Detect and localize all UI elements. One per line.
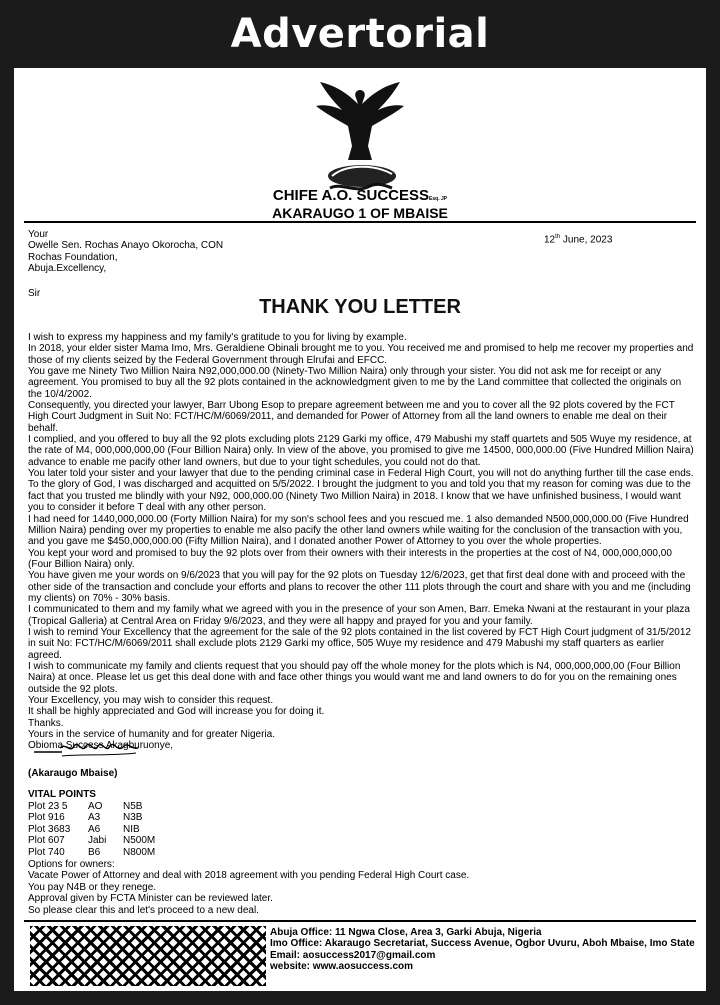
banner-title: Advertorial <box>230 11 490 57</box>
body-paragraph: I had need for 1440,000,000.00 (Forty Million Naira) for my son's school fees and you rescued me. 1 also demanded N500,000,000.00 (Five Hundred Million Naira) pending over my properties to enable me also pacify the other land owners while waiting for the conclusion of the transaction with you, and you gave me $450,000,000.00 (Fifty Million Naira), and I donated another Power of Attorney to you over the whole properties. <box>28 513 689 548</box>
body-paragraph: I communicated to them and my family what we agreed with you in the presence of your son Amen, Barr. Emeka Nwani at the restaurant in your plaza (Tropical Galleria) at Central Area on Friday 9/6/2023, and they were all happy and prayed for you and your family. <box>28 604 690 627</box>
body-paragraph: Your Excellency, you may wish to consider this request. <box>28 695 274 706</box>
letter-body <box>28 332 696 752</box>
contact-line: website: www.aosuccess.com <box>270 961 414 973</box>
recipient-line: Rochas Foundation, <box>28 251 118 263</box>
body-paragraph: I wish to express my happiness and my family's gratitude to you for living by example. <box>28 332 407 343</box>
body-paragraph: In 2018, your elder sister Mama Imo, Mrs. Geraldiene Obinali brought me to you. You received me and promised to help me recover my properties and those of my clients seized by the Federal Government through Elrufai and EFCC. <box>28 343 694 366</box>
recipient-line: Abuja.Excellency, <box>28 263 107 275</box>
vital-point-code: B6 <box>88 846 101 858</box>
body-paragraph: Thanks. <box>28 717 64 729</box>
option-line: You pay N4B or they renege. <box>28 881 157 893</box>
recipient-line: Your <box>28 229 49 240</box>
org-subtitle: AKARAUGO 1 OF MBAISE <box>272 205 448 221</box>
option-line: Options for owners: <box>28 859 115 870</box>
signature-title: (Akaraugo Mbaise) <box>28 768 118 779</box>
decorative-pattern <box>30 926 266 986</box>
contact-line: Imo Office: Akaraugo Secretariat, Success Avenue, Ogbor Uvuru, Aboh Mbaise, Imo State <box>270 938 695 950</box>
eagle-crest-icon <box>312 76 408 196</box>
advertorial-banner <box>0 0 720 68</box>
body-paragraph: It shall be highly appreciated and God will increase you for doing it. <box>28 706 325 718</box>
contact-line: Abuja Office: 11 Ngwa Close, Area 3, Garki Abuja, Nigeria <box>270 927 542 938</box>
vital-point-plot: Plot 916 <box>28 812 65 824</box>
owner-options <box>28 859 469 916</box>
vital-point-plot: Plot 3683 <box>28 823 71 835</box>
body-paragraph: To the glory of God, I was discharged and acquitted on 5/5/2022. I brought the judgment to you and told you that my reason for coming was due to the fact that you trusted me blindly with your N92, 000,000.00 (Ninety Two Million Naira) in 2018. I know that we have unfinished business, I would want you to consider it before T deal with any other person. <box>28 479 691 514</box>
contact-block <box>270 927 695 973</box>
vital-points-heading: VITAL POINTS <box>28 789 96 800</box>
body-paragraph: I complied, and you offered to buy all the 92 plots excluding plots 2129 Garki my office, 479 Mabushi my staff quartets and 505 Wuye my residence, at the rate of M4, 000,000,000,00 (Four Billion Naira) only. In view of the above, you promised to give me 14500, 000,000.00 (Five Hundred Million Naira) advance to enable me pacify other land owners, but due to your tight schedules, you could not do that. <box>28 434 694 468</box>
footer-divider <box>24 920 696 922</box>
body-paragraph: Consequently, you directed your lawyer, Barr Ubong Esop to prepare agreement between me and you to cover all the 92 plots covered by the FCT High Court Judgment in Suit No: FCT/HC/M/6069/2011, and demanded for Power of Attorney from all the land owners to enable me deal on their behalf. <box>28 400 675 434</box>
body-paragraph: Yours in the service of humanity and for greater Nigeria. <box>28 729 275 741</box>
recipient-line: Owelle Sen. Rochas Anayo Okorocha, CON <box>28 240 224 252</box>
body-paragraph: You gave me Ninety Two Million Naira N92,000,000.00 (Ninety-Two Million Naira) only through your sister. You did not ask me for receipt or any agreement. You promised to buy all the 92 plots contained in the acknowledgment given to me by the Land committee that collected the originals on the 10/4/2002. <box>28 366 682 400</box>
body-paragraph: Obioma Success Akagburuonye, <box>28 740 174 752</box>
option-line: So please clear this and let's proceed to a new deal. <box>28 904 259 916</box>
handwritten-signature <box>32 738 142 760</box>
recipient-address <box>28 229 223 275</box>
org-suffix: Esq. JP <box>429 196 448 202</box>
vital-point-value: N500M <box>123 835 156 847</box>
vital-point-plot: Plot 607 <box>28 835 65 847</box>
body-paragraph: You have given me your words on 9/6/2023 that you will pay for the 92 plots on Tuesday 12/6/2023, get that first deal done with and proceed with the other side of the transaction and conclude your efforts and plans to recover the other 111 plots through the court and share with you and me (including my clients) on 70% - 30% basis. <box>28 570 691 604</box>
option-line: Vacate Power of Attorney and deal with 2018 agreement with you pending Federal High Court case. <box>28 870 470 882</box>
vital-point-value: N800M <box>123 846 156 858</box>
body-paragraph: You kept your word and promised to buy the 92 plots over from their owners with their interests in the properties at the cost of N4, 000,000,000,00 (Four Billion Naira) only. <box>28 547 672 570</box>
vital-point-value: NIB <box>123 823 140 835</box>
salutation: Sir <box>28 288 41 299</box>
body-paragraph: I wish to remind Your Excellency that the agreement for the sale of the 92 plots contained in the list covered by FCT High Court judgment of 31/5/2012 in suit No: FCT/HC/M/6069/2011 shall exclude plots 2129 Garki my office, 505 Wuye my residence and 479 Mabushi my staff quarters as earlier agreed. <box>28 626 691 661</box>
vital-point-value: N3B <box>123 812 143 824</box>
header-divider <box>24 221 696 223</box>
vital-point-code: AO <box>88 801 103 812</box>
vital-point-plot: Plot 23 5 <box>28 801 68 812</box>
body-paragraph: I wish to communicate my family and clients request that you should pay off the whole money for the plots which is N4, 000,000,000,00 (Four Billion Naira) at once. Please let us get this deal done with and face other things you would want me and land owners to do for you on the remaining ones outside the 92 plots. <box>28 660 681 695</box>
letter-date: 12th June, 2023 <box>544 234 613 246</box>
vital-point-code: A6 <box>88 823 101 835</box>
letter-page <box>14 68 706 991</box>
org-name: CHIFE A.O. SUCCESSEsq. JP <box>272 187 448 204</box>
vital-point-plot: Plot 740 <box>28 846 65 858</box>
vital-point-code: Jabi <box>88 835 107 847</box>
option-line: Approval given by FCTA Minister can be reviewed later. <box>28 893 273 905</box>
body-paragraph: You later told your sister and your lawyer that due to the pending criminal case in Federal High Court, you will not do anything further till the case ends. <box>28 468 694 480</box>
vital-point-value: N5B <box>123 801 143 812</box>
vital-point-code: A3 <box>88 812 101 824</box>
contact-line: Email: aosuccess2017@gmail.com <box>270 949 436 961</box>
letter-title: THANK YOU LETTER <box>259 296 461 318</box>
